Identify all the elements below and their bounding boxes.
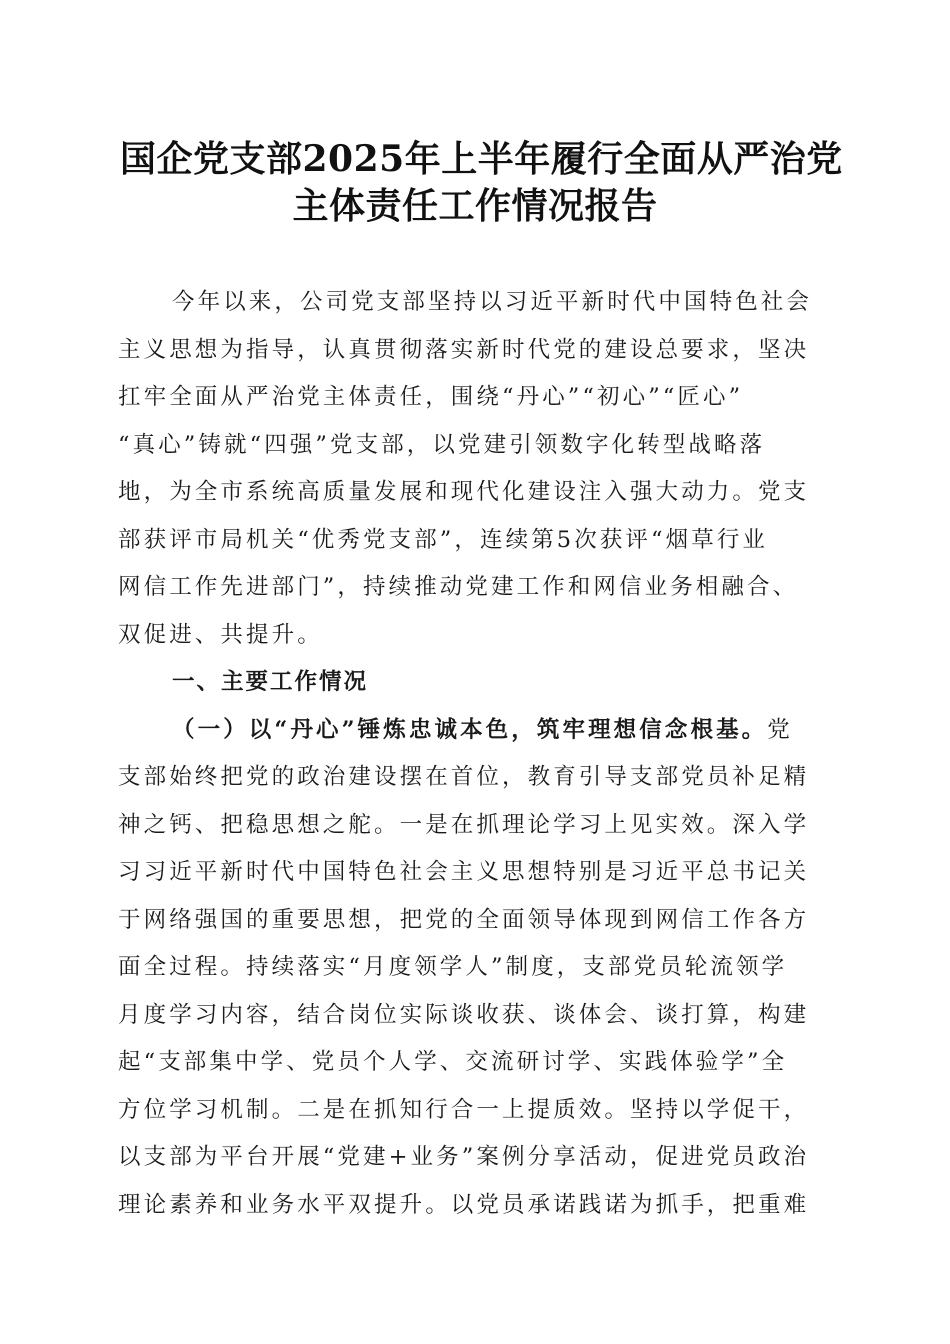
paragraph-line: 网信工作先进部门”，持续推动党建工作和网信业务相融合、 (118, 574, 799, 600)
document-title (120, 136, 843, 230)
paragraph-line: 月度学习内容，结合岗位实际谈收获、谈体会、谈打算，构建 (118, 1001, 810, 1028)
paragraph-line: 主义思想为指导，认真贯彻落实新时代党的建设总要求，坚决 (118, 336, 810, 363)
paragraph-line: 双促进、共提升。 (118, 621, 323, 648)
paragraph-line: 今年以来，公司党支部坚持以习近平新时代中国特色社会 (172, 289, 813, 315)
paragraph-text: 党 (767, 716, 793, 743)
paragraph-line: 扛牢全面从严治党主体责任，围绕“丹心”“初心”“匠心” (118, 384, 744, 410)
paragraph-line: 方位学习机制。二是在抓知行合一上提质效。坚持以学促干， (118, 1096, 810, 1123)
title-line-1: 国企党支部2025年上半年履行全面从严治党 (120, 138, 843, 180)
paragraph-line: “真心”铸就“四强”党支部，以党建引领数字化转型战略落 (118, 431, 766, 458)
paragraph-line: 于网络强国的重要思想，把党的全面领导体现到网信工作各方 (118, 906, 810, 933)
paragraph-line: 理论素养和业务水平双提升。以党员承诺践诺为抓手，把重难 (118, 1191, 810, 1218)
paragraph-line: 面全过程。持续落实“月度领学人”制度，支部党员轮流领学 (118, 954, 788, 980)
subsection-heading: （一）以“丹心”锤炼忠诚本色，筑牢理想信念根基。 (172, 716, 768, 743)
paragraph-line: 习习近平新时代中国特色社会主义思想特别是习近平总书记关 (118, 859, 810, 885)
paragraph-line: 地，为全市系统高质量发展和现代化建设注入强大动力。党支 (118, 479, 810, 505)
paragraph-line: 支部始终把党的政治建设摆在首位，教育引导支部党员补足精 (118, 764, 810, 790)
paragraph-line: 以支部为平台开展“党建+业务”案例分享活动，促进党员政治 (118, 1144, 810, 1170)
section-heading: 一、主要工作情况 (172, 669, 369, 695)
title-line-2: 主体责任工作情况报告 (292, 185, 658, 227)
subsection-line (118, 707, 826, 755)
paragraph-line: 起“支部集中学、党员个人学、交流研讨学、实践体验学”全 (118, 1049, 788, 1075)
paragraph-line: 神之钙、把稳思想之舵。一是在抓理论学习上见实效。深入学 (118, 811, 810, 838)
paragraph-line: 部获评市局机关“优秀党支部”，连续第5次获评“烟草行业 (118, 526, 769, 553)
document-body (118, 279, 826, 1229)
